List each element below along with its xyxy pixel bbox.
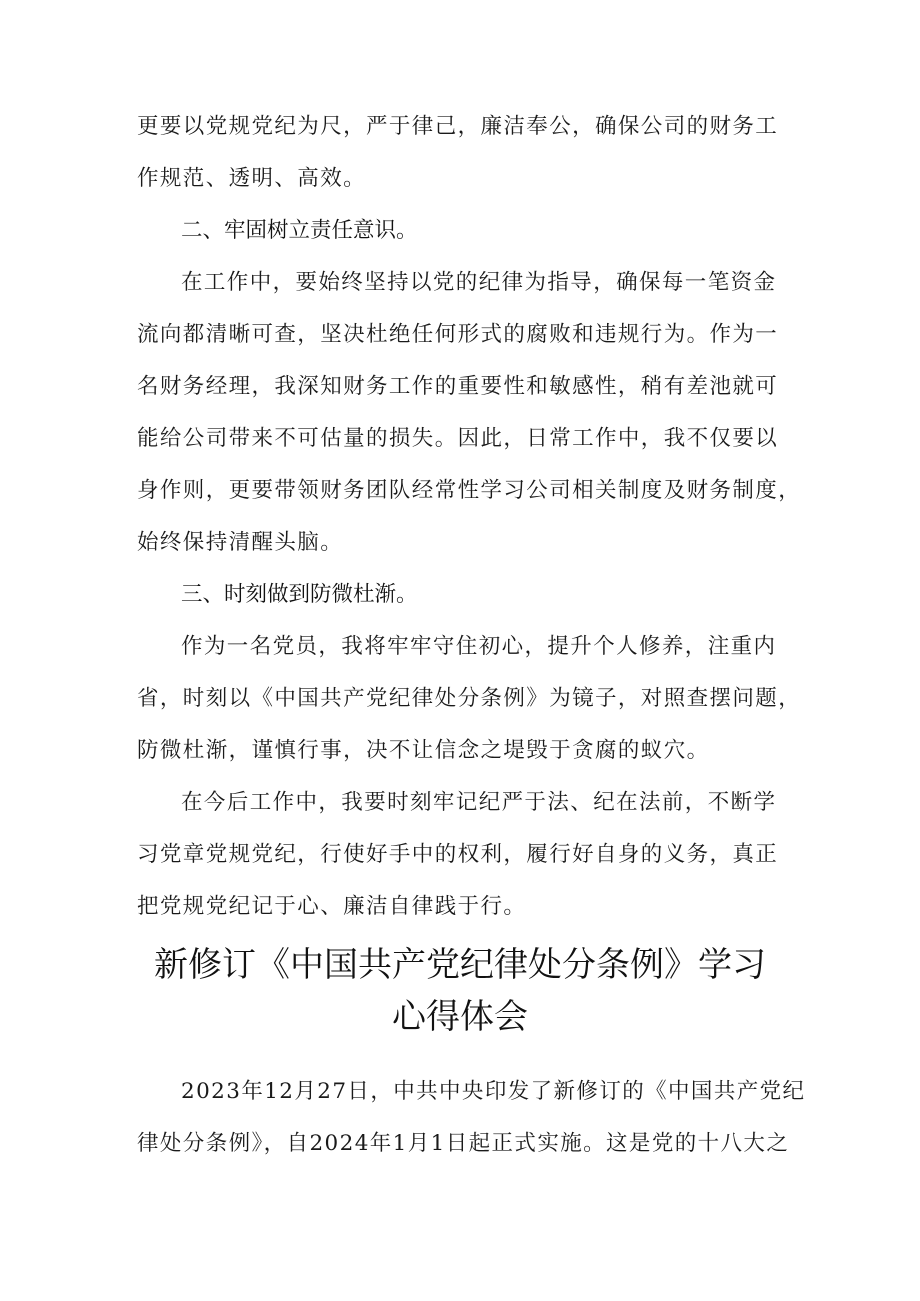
- section-heading-2: 二、牢固树立责任意识。: [181, 218, 418, 243]
- title-line1: 新修订《中国共产党纪律处分条例》学习: [154, 945, 766, 985]
- article-title: [0, 940, 920, 1042]
- intro-text: [137, 1075, 806, 1161]
- section-heading-3: 三、时刻做到防微杜渐。: [181, 582, 418, 607]
- para5-line2: 律处分条例》，自2024年1月1日起正式实施。这是党的十八大之: [137, 1131, 790, 1156]
- para2-line1: 在工作中，要始终坚持以党的纪律为指导，确保每一笔资金: [181, 270, 777, 295]
- para1-line1: 更要以党规党纪为尺，严于律己，廉洁奉公，确保公司的财务工: [137, 114, 779, 139]
- title-line2: 心得体会: [392, 997, 528, 1037]
- para2-line2: 流向都清晰可查，坚决杜绝任何形式的腐败和违规行为。作为一: [137, 322, 779, 347]
- para3-line1: 作为一名党员，我将牢牢守住初心，提升个人修养，注重内: [181, 634, 777, 659]
- para4-line3: 把党规党纪记于心、廉洁自律践于行。: [137, 894, 527, 919]
- para2-line5: 身作则，更要带领财务团队经常性学习公司相关制度及财务制度，: [137, 478, 802, 503]
- para4-line2: 习党章党规党纪，行使好手中的权利，履行好自身的义务，真正: [137, 842, 779, 867]
- para2-line4: 能给公司带来不可估量的损失。因此，日常工作中，我不仅要以: [137, 426, 779, 451]
- para5-line1: 2023年12月27日，中共中央印发了新修订的《中国共产党纪: [181, 1079, 806, 1104]
- para3-line3: 防微杜渐，谨慎行事，决不让信念之堤毁于贪腐的蚁穴。: [137, 738, 710, 763]
- para2-line3: 名财务经理，我深知财务工作的重要性和敏感性，稍有差池就可: [137, 374, 779, 399]
- para3-line2: 省，时刻以《中国共产党纪律处分条例》为镜子，对照查摆问题，: [137, 686, 802, 711]
- para4-line1: 在今后工作中，我要时刻牢记纪严于法、纪在法前，不断学: [181, 790, 777, 815]
- para2-line6: 始终保持清醒头脑。: [137, 530, 344, 555]
- body-text: [137, 110, 802, 924]
- para1-line2: 作规范、透明、高效。: [137, 166, 367, 191]
